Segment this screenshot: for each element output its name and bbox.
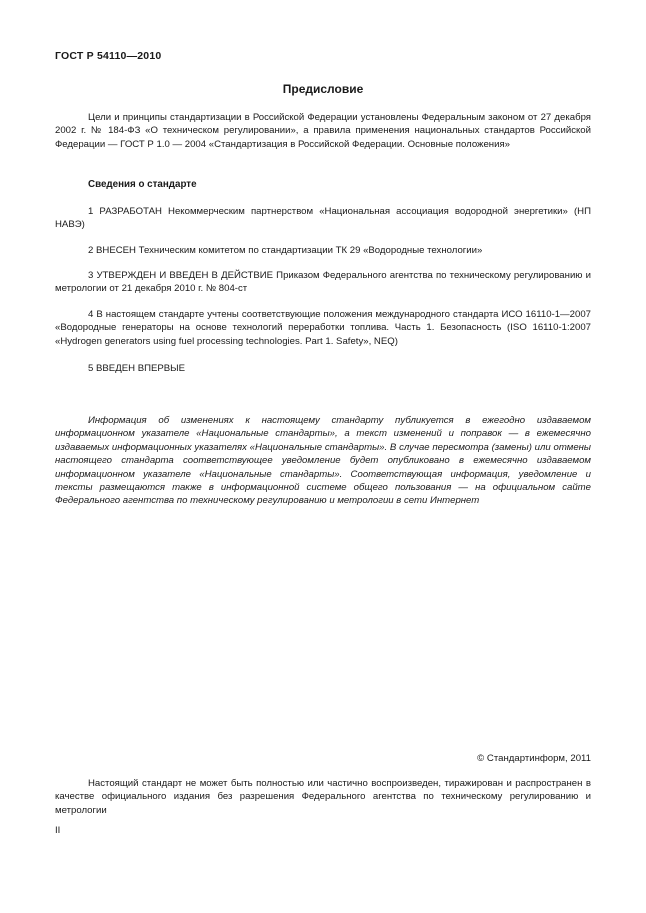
page-number: II bbox=[55, 825, 61, 836]
info-item-2: 2 ВНЕСЕН Техническим комитетом по стандартизации ТК 29 «Водородные технологии» bbox=[88, 245, 483, 256]
copyright: © Стандартинформ, 2011 bbox=[477, 753, 591, 764]
info-item-3: 3 УТВЕРЖДЕН И ВВЕДЕН В ДЕЙСТВИЕ Приказом Федерального агентства по техническому регулированию и метрологии от 21 декабря 2010 г. № 804-ст bbox=[55, 270, 591, 295]
info-item-4: 4 В настоящем стандарте учтены соответствующие положения международного стандарта ИСО 16110-1—2007 «Водородные генераторы на основе технологий переработки топлива. Часть 1. Безопасность (ISO 16110-1:2007 «Hydrogen generators using fuel processing technologies. Part 1. Safety», NEQ) bbox=[55, 309, 591, 347]
info-heading: Сведения о стандарте bbox=[88, 179, 197, 190]
page-title: Предисловие bbox=[282, 82, 364, 96]
reproduction-notice: Настоящий стандарт не может быть полностью или частично воспроизведен, тиражирован и распространен в качестве официального издания без разрешения Федерального агентства по техническому регулированию и метрологии bbox=[55, 778, 591, 816]
info-item-1: 1 РАЗРАБОТАН Некоммерческим партнерством «Национальная ассоциация водородной энергетики» (НП НАВЭ) bbox=[55, 206, 591, 231]
notice-paragraph: Информация об изменениях к настоящему стандарту публикуется в ежегодно издаваемом информационном указателе «Национальные стандарты», а текст изменений и поправок — в ежемесячно издаваемых информационных указателях «Национальные стандарты». В случае пересмотра (замены) или отмены настоящего стандарта соответствующее уведомление будет опубликовано в ежемесячно издаваемом информационном указателе «Национальные стандарты». Соответствующая информация, уведомление и тексты размещаются также в информационной системе общего пользования — на официальном сайте Федерального агентства по техническому регулированию и метрологии в сети Интернет bbox=[55, 415, 591, 507]
document-code: ГОСТ Р 54110—2010 bbox=[55, 50, 162, 62]
info-item-5: 5 ВВЕДЕН ВПЕРВЫЕ bbox=[88, 363, 186, 374]
intro-paragraph: Цели и принципы стандартизации в Российской Федерации установлены Федеральным законом от 27 декабря 2002 г. № 184-ФЗ «О техническом регулировании», а правила применения национальных стандартов Российской Федерации — ГОСТ Р 1.0 — 2004 «Стандартизация в Российской Федерации. Основные положения» bbox=[55, 112, 591, 150]
